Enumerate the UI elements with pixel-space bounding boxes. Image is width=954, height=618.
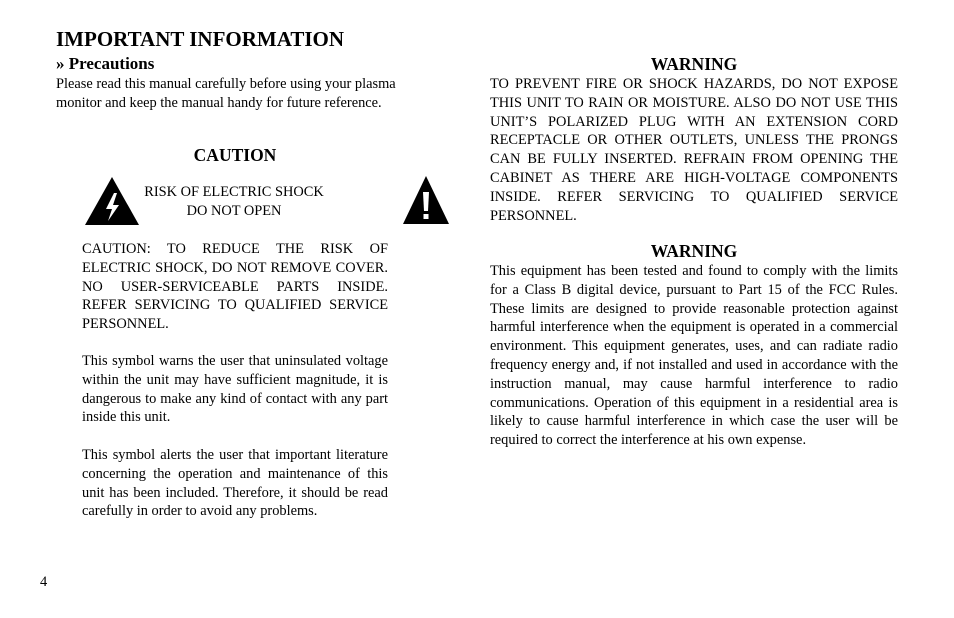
sign-line-1: RISK OF ELECTRIC SHOCK <box>144 184 324 200</box>
caution-title: CAUTION <box>193 145 277 165</box>
caution-sign <box>82 176 388 228</box>
shock-symbol-paragraph: This symbol warns the user that uninsulated voltage within the unit may have sufficient magnitude, it is dangerous to make any kind of contact with any part inside this unit. <box>82 353 388 426</box>
lightning-bolt-triangle-icon <box>84 176 140 226</box>
sign-line-2: DO NOT OPEN <box>186 203 282 219</box>
warning-paragraph-1: TO PREVENT FIRE OR SHOCK HAZARDS, DO NOT EXPOSE THIS UNIT TO RAIN OR MOISTURE. ALSO DO NOT USE THIS UNIT’S POLARIZED PLUG WITH AN EXTENSION CORD RECEPTACLE OR OTHER OUTLETS, UNLESS THE PRONGS CAN BE FULLY INSERTED. REFRAIN FROM OPENING THE CABINET AS THERE ARE HIGH-VOLTAGE COMPONENTS INSIDE. REFER SERVICING TO QUALIFIED SERVICE PERSONNEL. <box>490 76 898 224</box>
warning-title-1: WARNING <box>650 54 738 74</box>
warning-title-2: WARNING <box>650 241 738 261</box>
caution-paragraph: CAUTION: TO REDUCE THE RISK OF ELECTRIC SHOCK, DO NOT REMOVE COVER. NO USER-SERVICEABLE PARTS INSIDE. REFER SERVICING TO QUALIFIED SERVICE PERSONNEL. <box>82 241 388 333</box>
literature-symbol-paragraph: This symbol alerts the user that important literature concerning the operation and maintenance of this unit has been included. Therefore, it should be read carefully in order to avoid any problems. <box>82 447 388 520</box>
page-number: 4 <box>40 574 48 590</box>
intro-text: Please read this manual carefully before using your plasma monitor and keep the manual handy for future reference. <box>56 76 396 111</box>
page-title: IMPORTANT INFORMATION <box>56 27 345 51</box>
section-subtitle: » Precautions <box>56 54 155 73</box>
sign-text <box>134 183 334 221</box>
exclamation-triangle-icon <box>402 175 450 225</box>
warning-paragraph-2: This equipment has been tested and found to comply with the limits for a Class B digital device, pursuant to Part 15 of the FCC Rules. These limits are designed to provide reasonable protection against harmful interference when the equipment is operated in a commercial environment. This equipment generates, uses, and can radiate radio frequency energy and, if not installed and used in accordance with the instruction manual, may cause harmful interference to radio communications. Operation of this equipment in a residential area is likely to cause harmful interference in which case the user will be required to correct the interference at his own expense. <box>490 263 898 449</box>
